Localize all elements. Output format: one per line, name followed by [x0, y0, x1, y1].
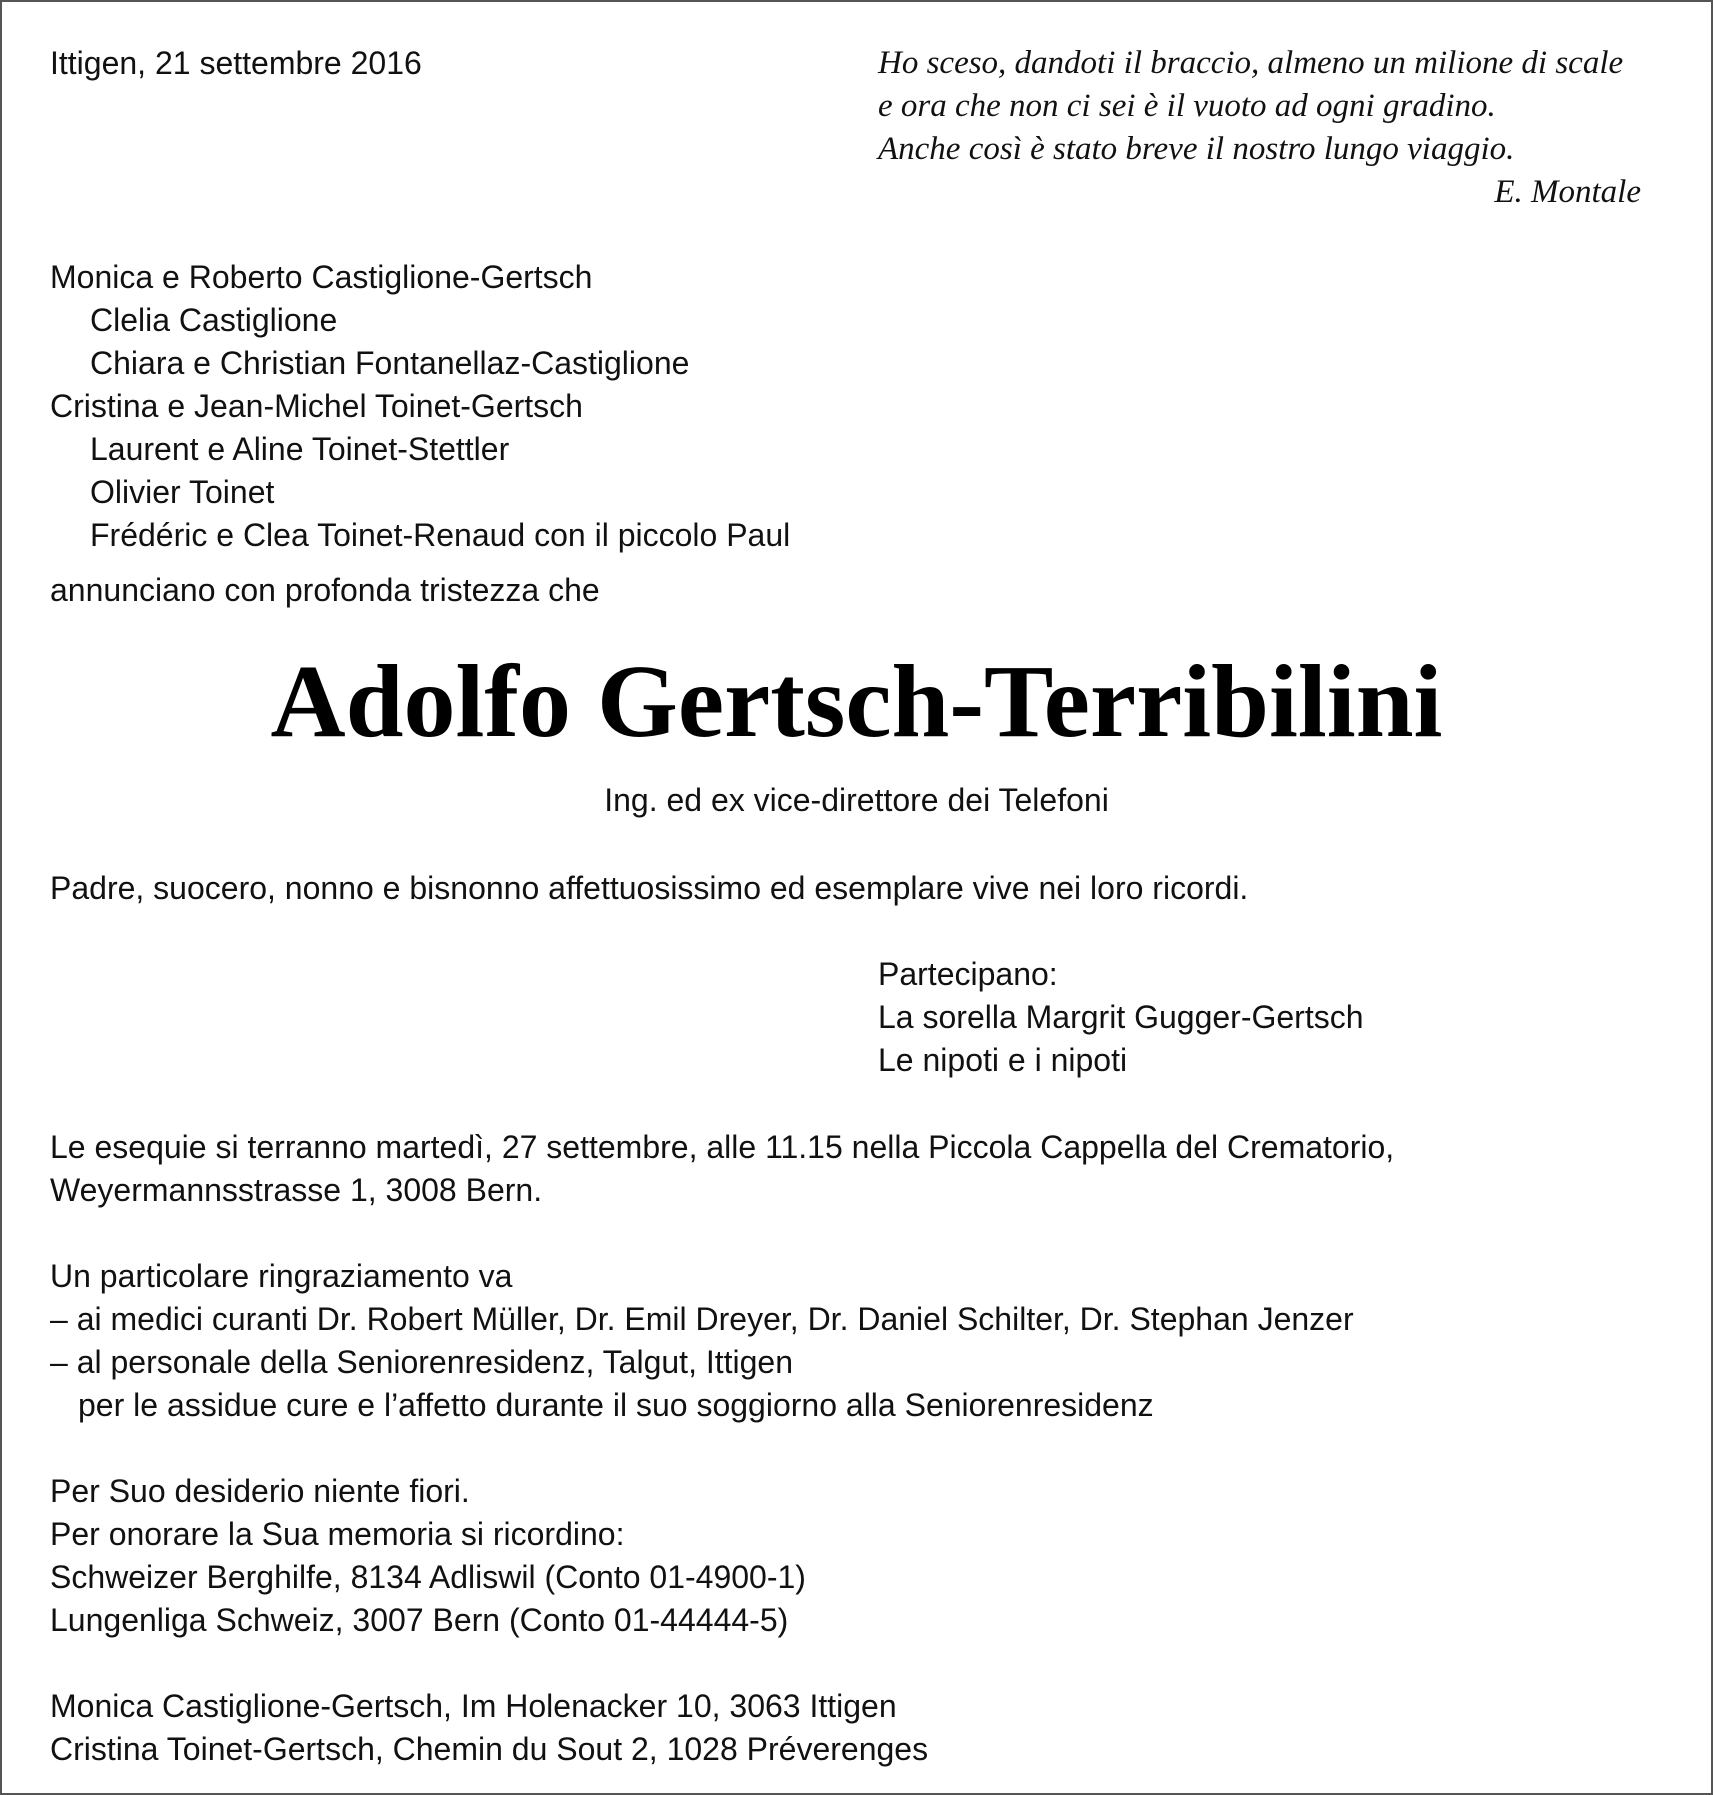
participants-heading: Partecipano:	[878, 956, 1058, 992]
funeral-line: Le esequie si terranno martedì, 27 settembre, alle 11.15 nella Piccola Cappella del Crematorio,	[50, 1129, 1395, 1165]
donation-wishes	[50, 1470, 806, 1642]
quote-line: Ho sceso, dandoti il braccio, almeno un milione di scale	[878, 45, 1624, 81]
quote-author: E. Montale	[1494, 174, 1641, 210]
family-member: Clelia Castiglione	[90, 302, 338, 338]
family-member: Frédéric e Clea Toinet-Renaud con il piccolo Paul	[90, 517, 791, 553]
deceased-profession: Ing. ed ex vice-direttore dei Telefoni	[604, 782, 1109, 818]
family-member: Chiara e Christian Fontanellaz-Castiglione	[90, 345, 690, 381]
family-member: Laurent e Aline Toinet-Stettler	[90, 431, 510, 467]
family-member: Monica e Roberto Castiglione-Gertsch	[50, 259, 593, 295]
announcement-text: annunciano con profonda tristezza che	[50, 572, 600, 608]
wish-line: Per Suo desiderio niente fiori.	[50, 1473, 470, 1509]
donation-org: Lungenliga Schweiz, 3007 Bern (Conto 01-44444-5)	[50, 1602, 789, 1638]
funeral-line: Weyermannsstrasse 1, 3008 Bern.	[50, 1172, 543, 1208]
participants-block	[878, 953, 1364, 1082]
donation-org: Schweizer Berghilfe, 8134 Adliswil (Conto 01-4900-1)	[50, 1559, 806, 1595]
address-line: Monica Castiglione-Gertsch, Im Holenacker 10, 3063 Ittigen	[50, 1688, 897, 1724]
poem-quote	[878, 42, 1641, 214]
thanks-heading: Un particolare ringraziamento va	[50, 1258, 513, 1294]
address-line: Cristina Toinet-Gertsch, Chemin du Sout 2, 1028 Préverenges	[50, 1731, 929, 1767]
thanks-item-continuation: per le assidue cure e l’affetto durante il suo soggiorno alla Seniorenresidenz	[78, 1387, 1154, 1423]
participant: La sorella Margrit Gugger-Gertsch	[878, 999, 1364, 1035]
wish-line: Per onorare la Sua memoria si ricordino:	[50, 1516, 625, 1552]
thanks-block	[50, 1255, 1354, 1427]
quote-line: Anche così è stato breve il nostro lungo viaggio.	[878, 131, 1515, 167]
contact-addresses	[50, 1685, 928, 1771]
participant: Le nipoti e i nipoti	[878, 1042, 1128, 1078]
place-date: Ittigen, 21 settembre 2016	[50, 45, 422, 81]
thanks-item: – ai medici curanti Dr. Robert Müller, Dr. Emil Dreyer, Dr. Daniel Schilter, Dr. Stephan Jenzer	[50, 1301, 1354, 1337]
tribute-text: Padre, suocero, nonno e bisnonno affettuosissimo ed esemplare vive nei loro ricordi.	[50, 870, 1249, 906]
funeral-details	[50, 1126, 1394, 1212]
thanks-item: – al personale della Seniorenresidenz, Talgut, Ittigen	[50, 1344, 794, 1380]
quote-line: e ora che non ci sei è il vuoto ad ogni gradino.	[878, 88, 1496, 124]
family-member: Olivier Toinet	[90, 474, 275, 510]
deceased-name: Adolfo Gertsch-Terribilini	[270, 644, 1443, 759]
family-list	[50, 256, 790, 557]
family-member: Cristina e Jean-Michel Toinet-Gertsch	[50, 388, 583, 424]
